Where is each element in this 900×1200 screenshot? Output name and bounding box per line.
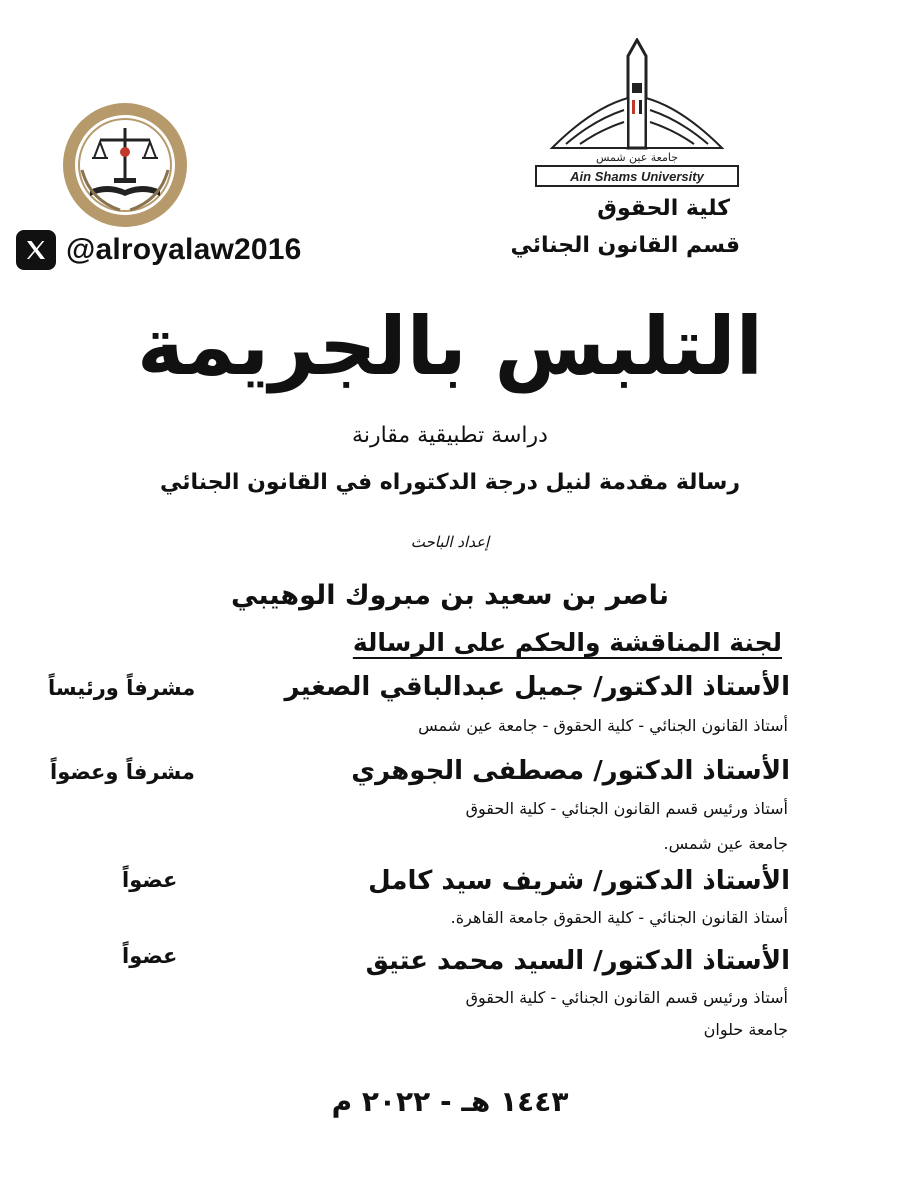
committee-member-role: مشرفاً ورئيساً xyxy=(48,676,196,700)
thesis-purpose: رسالة مقدمة لنيل درجة الدكتوراه في القانون الجنائي xyxy=(160,470,740,495)
thesis-title: التلبس بالجريمة xyxy=(136,300,764,393)
committee-member-role: عضواً xyxy=(122,944,178,968)
committee-member-name: الأستاذ الدكتور/ جميل عبدالباقي الصغير xyxy=(284,672,790,702)
social-handle-text: @alroyalaw2016 xyxy=(66,233,302,266)
committee-member-name: الأستاذ الدكتور/ مصطفى الجوهري xyxy=(351,756,790,786)
committee-member-affiliation: أستاذ القانون الجنائي - كلية الحقوق - جامعة عين شمس xyxy=(418,716,788,735)
university-logo-english: Ain Shams University xyxy=(570,169,704,184)
committee-member-name: الأستاذ الدكتور/ السيد محمد عتيق xyxy=(365,946,790,976)
committee-member-affiliation: جامعة حلوان xyxy=(703,1020,788,1039)
researcher-name: ناصر بن سعيد بن مبروك الوهيبي xyxy=(231,580,669,611)
committee-member-affiliation: جامعة عين شمس. xyxy=(663,834,788,853)
committee-title: لجنة المناقشة والحكم على الرسالة xyxy=(352,628,782,657)
prepared-by-label: إعداد الباحث xyxy=(410,533,490,551)
study-type: دراسة تطبيقية مقارنة xyxy=(352,423,548,448)
committee-member-role: مشرفاً وعضواً xyxy=(50,760,195,784)
committee-member-role: عضواً xyxy=(122,868,178,892)
committee-member-affiliation: أستاذ ورئيس قسم القانون الجنائي - كلية الحقوق xyxy=(465,988,788,1007)
ain-shams-university-logo xyxy=(532,38,742,188)
committee-member-affiliation: أستاذ ورئيس قسم القانون الجنائي - كلية الحقوق xyxy=(465,799,788,818)
department-name: قسم القانون الجنائي xyxy=(510,233,740,258)
thesis-date: ١٤٤٣ هـ - ٢٠٢٢ م xyxy=(331,1085,569,1118)
university-logo-arabic: جامعة عين شمس xyxy=(595,151,679,164)
x-logo-icon xyxy=(16,230,56,270)
faculty-name: كلية الحقوق xyxy=(597,196,730,221)
academy-seal-logo xyxy=(60,100,190,230)
social-handle xyxy=(16,230,302,270)
committee-member-affiliation: أستاذ القانون الجنائي - كلية الحقوق جامعة القاهرة. xyxy=(450,908,788,927)
committee-member-name: الأستاذ الدكتور/ شريف سيد كامل xyxy=(368,866,790,896)
